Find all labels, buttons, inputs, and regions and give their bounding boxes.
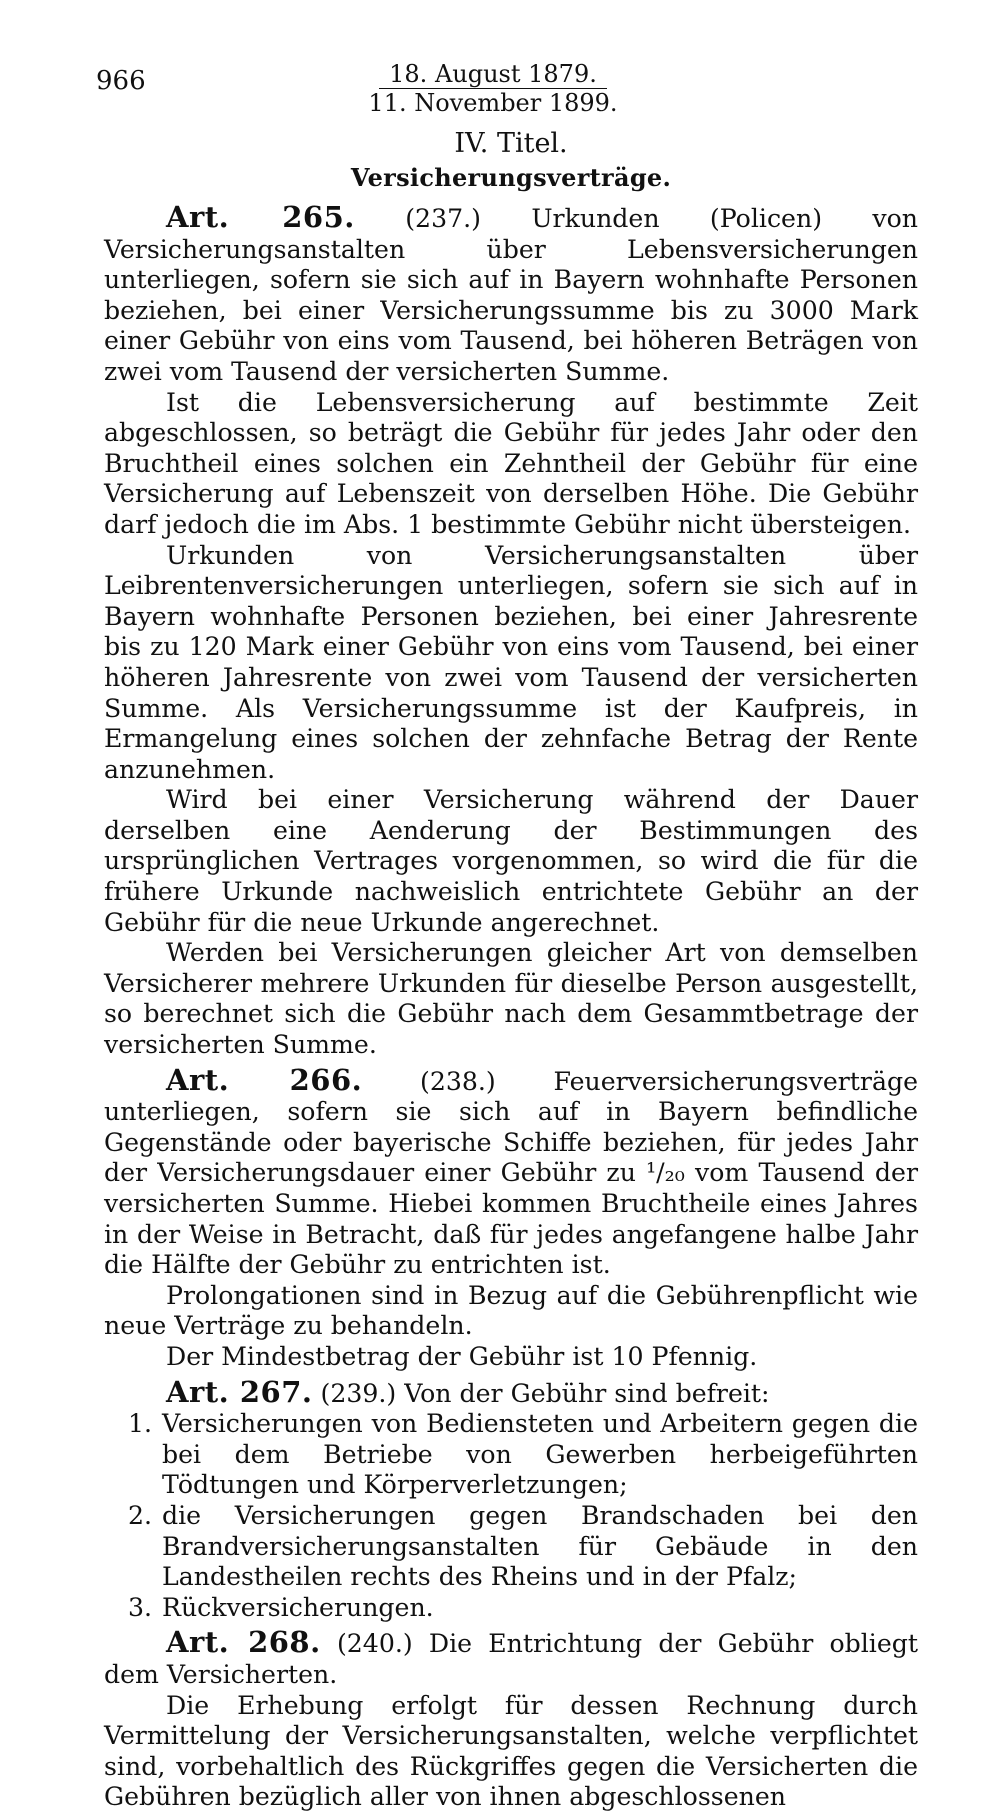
article-265-paragraph-1 — [104, 202, 918, 388]
article-265-paragraph-3: Urkunden von Versicherungsanstalten über Leibrentenversicherungen unterliegen, sofern sie sich auf in Bayern wohnhafte Personen beziehen, bei einer Jahresrente bis zu 120 Mark einer Gebühr von eins vom Tausend, bei einer höheren Jahresrente von zwei vom Tausend der versicherten Summe. Als Versicherungssumme ist der Kaufpreis, in Ermangelung eines solchen der zehnfache Betrag der Rente anzunehmen. — [104, 540, 918, 784]
article-268-paragraph-1 — [104, 1627, 918, 1690]
list-item-text: Versicherungen von Bediensteten und Arbeitern gegen die bei dem Betriebe von Gewerben herbeigeführten Tödtungen und Körperverletzungen; — [162, 1409, 918, 1500]
list-item — [104, 1409, 918, 1501]
list-item-number: 2. — [128, 1500, 153, 1530]
article-267-label: Art. 267. — [166, 1374, 313, 1409]
article-267-intro-text: (239.) Von der Gebühr sind befreit: — [320, 1378, 770, 1408]
article-265-paragraph-5: Werden bei Versicherungen gleicher Art von demselben Versicherer mehrere Urkunden für dieselbe Person ausgestellt, so berechnet sich die Gebühr nach dem Gesammtbetrage der versicherten Summe. — [104, 938, 918, 1060]
section-subtitle: Versicherungsverträge. — [350, 163, 672, 192]
date-top: 18. August 1879. — [379, 60, 607, 89]
page-header — [96, 60, 918, 117]
article-265-text-1: (237.) Urkunden (Policen) von Versicherungsanstalten über Lebensversicherungen unterliegen, sofern sie sich auf in Bayern wohnhafte Personen beziehen, bei einer Versicherungssumme bis zu 3000 Mark einer Gebühr von eins vom Tausend, bei höheren Beträgen von zwei vom Tausend der versicherten Summe. — [104, 204, 918, 386]
article-266-paragraph-2: Prolongationen sind in Bezug auf die Gebührenpflicht wie neue Verträge zu behandeln. — [104, 1280, 918, 1341]
exemption-list — [104, 1409, 918, 1623]
article-266-label: Art. 266. — [166, 1062, 363, 1097]
list-item-number: 1. — [128, 1409, 153, 1439]
article-265-paragraph-4: Wird bei einer Versicherung während der Dauer derselben eine Aenderung der Bestimmungen des ursprünglichen Vertrages vorgenommen, so wird die für die frühere Urkunde nachweislich entrichtete Gebühr an der Gebühr für die neue Urkunde angerechnet. — [104, 785, 918, 937]
list-item-text: Rückversicherungen. — [162, 1592, 434, 1622]
article-265-paragraph-2: Ist die Lebensversicherung auf bestimmte Zeit abgeschlossen, so beträgt die Gebühr für jedes Jahr oder den Bruchtheil eines solchen ein Zehntheil der Gebühr für eine Versicherung auf Lebenszeit von derselben Höhe. Die Gebühr darf jedoch die im Abs. 1 bestimmte Gebühr nicht übersteigen. — [104, 387, 918, 539]
article-265-label: Art. 265. — [166, 200, 355, 234]
date-bottom: 11. November 1899. — [368, 89, 618, 117]
article-268-label: Art. 268. — [166, 1625, 321, 1660]
article-266-text-1: (238.) Feuerversicherungsverträge unterliegen, sofern sie sich auf in Bayern befindliche Gegenstände oder bayerische Schiffe beziehen, für jedes Jahr der Versicherungsdauer einer Gebühr zu ¹/₂₀ vom Tausend der versicherten Summe. Hiebei kommen Bruchtheile eines Jahres in der Weise in Betracht, daß für jedes angefangene halbe Jahr die Hälfte der Gebühr zu entrichten ist. — [104, 1066, 918, 1280]
list-item — [104, 1593, 918, 1624]
article-266-paragraph-1 — [104, 1062, 918, 1281]
date-range — [86, 60, 900, 117]
article-268-paragraph-2: Die Erhebung erfolgt für dessen Rechnung durch Vermittelung der Versicherungsanstalten, welche verpflichtet sind, vorbehaltlich des Rückgriffes gegen die Versicherten die Gebühren bezüglich aller von ihnen abgeschlossenen — [104, 1690, 918, 1812]
page-number: 966 — [96, 66, 146, 96]
list-item — [104, 1501, 918, 1593]
list-item-number: 3. — [128, 1592, 153, 1622]
article-267-intro — [104, 1374, 918, 1410]
article-266-paragraph-3: Der Mindestbetrag der Gebühr ist 10 Pfennig. — [166, 1341, 758, 1371]
section-title: IV. Titel. — [454, 128, 568, 159]
list-item-text: die Versicherungen gegen Brandschaden bei den Brandversicherungsanstalten für Gebäude in den Landestheilen rechts des Rheins und in der Pfalz; — [162, 1500, 918, 1592]
article-268-text-1: (240.) Die Entrichtung der Gebühr obliegt dem Versicherten. — [104, 1629, 918, 1689]
